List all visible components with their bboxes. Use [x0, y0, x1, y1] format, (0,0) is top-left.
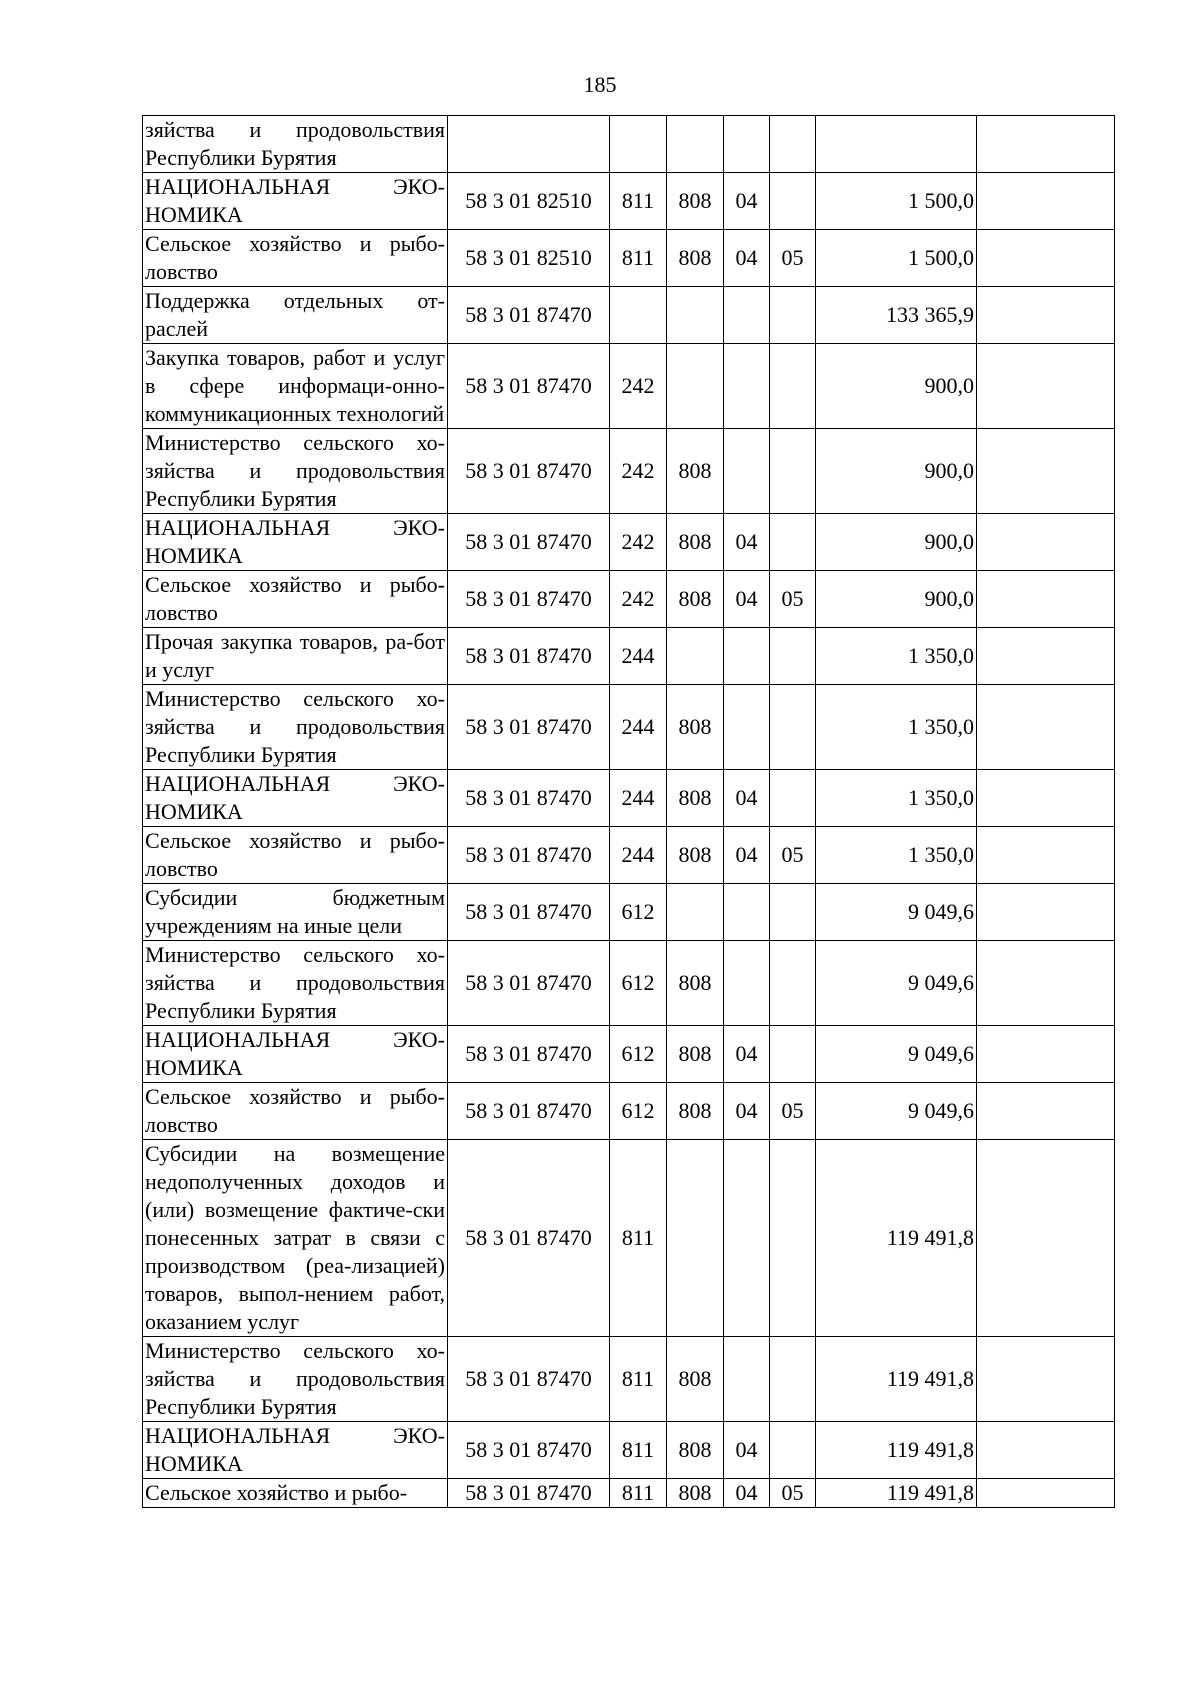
row-amount-cell [816, 116, 977, 173]
row-section-cell: 04 [724, 1026, 770, 1083]
row-administrator-cell [667, 116, 724, 173]
row-subsection-cell [770, 1422, 816, 1479]
row-target-article-cell: 58 3 01 87470 [448, 884, 610, 941]
row-target-article-cell: 58 3 01 87470 [448, 571, 610, 628]
row-empty-cell [977, 1337, 1115, 1422]
row-target-article-cell: 58 3 01 87470 [448, 1337, 610, 1422]
row-subsection-cell [770, 941, 816, 1026]
row-section-cell [724, 685, 770, 770]
row-empty-cell [977, 1026, 1115, 1083]
row-expense-type-cell: 244 [610, 685, 667, 770]
row-target-article-cell: 58 3 01 87470 [448, 1479, 610, 1508]
row-name-cell: НАЦИОНАЛЬНАЯ ЭКО-НОМИКА [143, 1422, 448, 1479]
table-row [143, 230, 1115, 287]
row-empty-cell [977, 770, 1115, 827]
row-target-article-cell: 58 3 01 87470 [448, 1140, 610, 1337]
row-expense-type-cell: 242 [610, 344, 667, 429]
row-amount-cell: 900,0 [816, 344, 977, 429]
row-amount-cell: 1 350,0 [816, 770, 977, 827]
row-empty-cell [977, 941, 1115, 1026]
table-row [143, 173, 1115, 230]
table-row [143, 884, 1115, 941]
row-empty-cell [977, 628, 1115, 685]
page-number: 185 [583, 72, 617, 97]
row-subsection-cell [770, 287, 816, 344]
row-expense-type-cell: 242 [610, 571, 667, 628]
row-target-article-cell: 58 3 01 87470 [448, 1026, 610, 1083]
row-amount-cell: 119 491,8 [816, 1479, 977, 1508]
row-amount-cell: 900,0 [816, 514, 977, 571]
row-expense-type-cell: 811 [610, 230, 667, 287]
row-target-article-cell: 58 3 01 82510 [448, 230, 610, 287]
row-section-cell [724, 287, 770, 344]
table-row [143, 1140, 1115, 1337]
row-target-article-cell: 58 3 01 87470 [448, 287, 610, 344]
row-subsection-cell: 05 [770, 230, 816, 287]
row-empty-cell [977, 1083, 1115, 1140]
row-subsection-cell [770, 1026, 816, 1083]
table-row [143, 571, 1115, 628]
row-name-cell: Сельское хозяйство и рыбо-ловство [143, 571, 448, 628]
row-section-cell [724, 429, 770, 514]
row-expense-type-cell: 612 [610, 884, 667, 941]
budget-table [142, 115, 1115, 1508]
row-expense-type-cell: 612 [610, 1026, 667, 1083]
row-expense-type-cell: 242 [610, 429, 667, 514]
row-section-cell [724, 1337, 770, 1422]
row-administrator-cell: 808 [667, 1026, 724, 1083]
row-administrator-cell: 808 [667, 1422, 724, 1479]
row-subsection-cell: 05 [770, 571, 816, 628]
row-administrator-cell [667, 1140, 724, 1337]
row-amount-cell: 900,0 [816, 429, 977, 514]
row-expense-type-cell: 612 [610, 941, 667, 1026]
row-empty-cell [977, 1422, 1115, 1479]
row-administrator-cell: 808 [667, 571, 724, 628]
row-empty-cell [977, 827, 1115, 884]
row-amount-cell: 9 049,6 [816, 941, 977, 1026]
row-subsection-cell [770, 173, 816, 230]
row-subsection-cell: 05 [770, 827, 816, 884]
table-row [143, 628, 1115, 685]
row-name-cell: Сельское хозяйство и рыбо- [143, 1479, 448, 1508]
row-expense-type-cell [610, 116, 667, 173]
row-subsection-cell [770, 770, 816, 827]
row-empty-cell [977, 429, 1115, 514]
table-row [143, 514, 1115, 571]
row-name-cell: НАЦИОНАЛЬНАЯ ЭКО-НОМИКА [143, 514, 448, 571]
row-empty-cell [977, 514, 1115, 571]
row-expense-type-cell: 242 [610, 514, 667, 571]
row-section-cell: 04 [724, 1083, 770, 1140]
row-amount-cell: 1 500,0 [816, 173, 977, 230]
table-row [143, 1422, 1115, 1479]
row-name-cell: Министерство сельского хо-зяйства и продовольствия Республики Бурятия [143, 941, 448, 1026]
row-amount-cell: 1 500,0 [816, 230, 977, 287]
row-expense-type-cell [610, 287, 667, 344]
row-section-cell: 04 [724, 1422, 770, 1479]
row-name-cell: НАЦИОНАЛЬНАЯ ЭКО-НОМИКА [143, 1026, 448, 1083]
row-name-cell: Субсидии бюджетным учреждениям на иные цели [143, 884, 448, 941]
row-name-cell: Поддержка отдельных от-раслей [143, 287, 448, 344]
row-administrator-cell [667, 628, 724, 685]
row-target-article-cell: 58 3 01 87470 [448, 429, 610, 514]
row-name-cell: Сельское хозяйство и рыбо-ловство [143, 1083, 448, 1140]
row-subsection-cell [770, 685, 816, 770]
row-amount-cell: 900,0 [816, 571, 977, 628]
row-target-article-cell: 58 3 01 87470 [448, 827, 610, 884]
row-target-article-cell: 58 3 01 87470 [448, 685, 610, 770]
row-amount-cell: 133 365,9 [816, 287, 977, 344]
row-administrator-cell [667, 287, 724, 344]
row-target-article-cell: 58 3 01 87470 [448, 628, 610, 685]
row-section-cell: 04 [724, 173, 770, 230]
row-amount-cell: 9 049,6 [816, 1083, 977, 1140]
row-subsection-cell [770, 116, 816, 173]
row-section-cell: 04 [724, 770, 770, 827]
table-row [143, 287, 1115, 344]
row-empty-cell [977, 685, 1115, 770]
row-empty-cell [977, 116, 1115, 173]
row-administrator-cell: 808 [667, 1479, 724, 1508]
table-row [143, 344, 1115, 429]
row-section-cell [724, 884, 770, 941]
row-expense-type-cell: 811 [610, 1479, 667, 1508]
table-row [143, 1337, 1115, 1422]
row-amount-cell: 119 491,8 [816, 1140, 977, 1337]
row-section-cell: 04 [724, 571, 770, 628]
row-name-cell: НАЦИОНАЛЬНАЯ ЭКО-НОМИКА [143, 173, 448, 230]
table-row [143, 1026, 1115, 1083]
row-amount-cell: 119 491,8 [816, 1422, 977, 1479]
row-amount-cell: 9 049,6 [816, 1026, 977, 1083]
row-subsection-cell [770, 884, 816, 941]
row-amount-cell: 1 350,0 [816, 827, 977, 884]
row-subsection-cell: 05 [770, 1479, 816, 1508]
row-expense-type-cell: 244 [610, 628, 667, 685]
row-section-cell [724, 116, 770, 173]
row-administrator-cell [667, 344, 724, 429]
row-name-cell: Министерство сельского хо-зяйства и продовольствия Республики Бурятия [143, 1337, 448, 1422]
row-target-article-cell: 58 3 01 87470 [448, 770, 610, 827]
row-subsection-cell [770, 1337, 816, 1422]
row-target-article-cell: 58 3 01 87470 [448, 514, 610, 571]
row-administrator-cell: 808 [667, 230, 724, 287]
row-expense-type-cell: 811 [610, 1337, 667, 1422]
row-target-article-cell: 58 3 01 87470 [448, 941, 610, 1026]
row-administrator-cell: 808 [667, 514, 724, 571]
row-name-cell: зяйства и продовольствия Республики Бурятия [143, 116, 448, 173]
row-target-article-cell: 58 3 01 87470 [448, 1422, 610, 1479]
row-administrator-cell: 808 [667, 770, 724, 827]
row-section-cell: 04 [724, 514, 770, 571]
budget-table-body [143, 116, 1115, 1508]
row-expense-type-cell: 612 [610, 1083, 667, 1140]
row-section-cell [724, 941, 770, 1026]
row-subsection-cell [770, 1140, 816, 1337]
row-empty-cell [977, 287, 1115, 344]
row-empty-cell [977, 230, 1115, 287]
row-target-article-cell: 58 3 01 87470 [448, 344, 610, 429]
row-administrator-cell: 808 [667, 941, 724, 1026]
row-amount-cell: 119 491,8 [816, 1337, 977, 1422]
row-administrator-cell: 808 [667, 1083, 724, 1140]
row-name-cell: Прочая закупка товаров, ра-бот и услуг [143, 628, 448, 685]
table-row [143, 685, 1115, 770]
row-empty-cell [977, 571, 1115, 628]
row-section-cell [724, 344, 770, 429]
table-row [143, 429, 1115, 514]
table-row [143, 116, 1115, 173]
row-empty-cell [977, 173, 1115, 230]
table-row [143, 941, 1115, 1026]
row-empty-cell [977, 884, 1115, 941]
row-name-cell: Субсидии на возмещение недополученных доходов и (или) возмещение фактиче-ски понесенных затрат в связи с производством (реа-лизацией) товаров, выпол-нением работ, оказанием услуг [143, 1140, 448, 1337]
row-subsection-cell [770, 344, 816, 429]
row-section-cell: 04 [724, 827, 770, 884]
row-expense-type-cell: 811 [610, 1422, 667, 1479]
row-administrator-cell: 808 [667, 1337, 724, 1422]
row-name-cell: Сельское хозяйство и рыбо-ловство [143, 230, 448, 287]
row-target-article-cell: 58 3 01 82510 [448, 173, 610, 230]
row-expense-type-cell: 811 [610, 1140, 667, 1337]
row-name-cell: Закупка товаров, работ и услуг в сфере информаци-онно-коммуникационных технологий [143, 344, 448, 429]
row-name-cell: Министерство сельского хо-зяйства и продовольствия Республики Бурятия [143, 429, 448, 514]
row-empty-cell [977, 1140, 1115, 1337]
table-row [143, 770, 1115, 827]
row-subsection-cell [770, 429, 816, 514]
row-administrator-cell: 808 [667, 429, 724, 514]
row-section-cell [724, 628, 770, 685]
row-section-cell: 04 [724, 230, 770, 287]
table-row [143, 1083, 1115, 1140]
row-name-cell: НАЦИОНАЛЬНАЯ ЭКО-НОМИКА [143, 770, 448, 827]
row-expense-type-cell: 244 [610, 770, 667, 827]
row-empty-cell [977, 1479, 1115, 1508]
row-subsection-cell [770, 514, 816, 571]
row-amount-cell: 1 350,0 [816, 628, 977, 685]
row-name-cell: Сельское хозяйство и рыбо-ловство [143, 827, 448, 884]
row-administrator-cell: 808 [667, 173, 724, 230]
row-subsection-cell: 05 [770, 1083, 816, 1140]
row-amount-cell: 1 350,0 [816, 685, 977, 770]
table-row [143, 827, 1115, 884]
row-section-cell: 04 [724, 1479, 770, 1508]
row-expense-type-cell: 244 [610, 827, 667, 884]
row-administrator-cell: 808 [667, 827, 724, 884]
row-name-cell: Министерство сельского хо-зяйства и продовольствия Республики Бурятия [143, 685, 448, 770]
table-row [143, 1479, 1115, 1508]
row-subsection-cell [770, 628, 816, 685]
row-section-cell [724, 1140, 770, 1337]
row-administrator-cell [667, 884, 724, 941]
row-administrator-cell: 808 [667, 685, 724, 770]
row-expense-type-cell: 811 [610, 173, 667, 230]
row-empty-cell [977, 344, 1115, 429]
row-target-article-cell: 58 3 01 87470 [448, 1083, 610, 1140]
row-amount-cell: 9 049,6 [816, 884, 977, 941]
row-target-article-cell [448, 116, 610, 173]
